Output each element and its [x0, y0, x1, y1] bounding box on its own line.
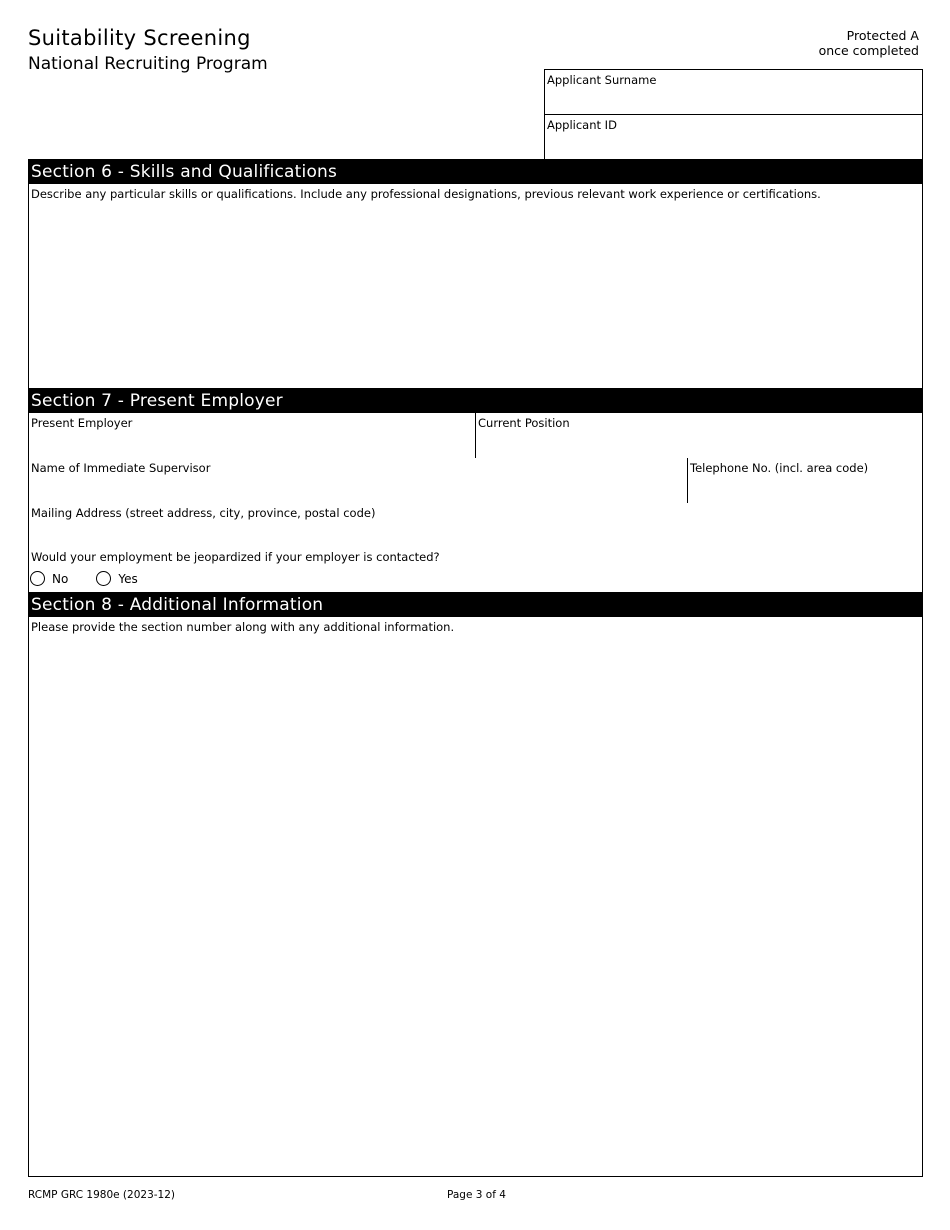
radio-yes[interactable] — [96, 571, 111, 586]
mailing-address-box — [28, 503, 923, 548]
applicant-id-input[interactable] — [547, 135, 920, 158]
additional-information-box — [28, 617, 923, 1177]
radio-no-label: No — [52, 571, 69, 586]
applicant-id-box — [544, 114, 923, 160]
applicant-surname-box — [544, 69, 923, 115]
additional-information-textarea[interactable] — [31, 637, 920, 1174]
page-number: Page 3 of 4 — [447, 1189, 506, 1201]
supervisor-box — [28, 458, 688, 504]
jeopardized-box — [28, 547, 923, 593]
protected-notice — [819, 28, 919, 58]
telephone-box — [687, 458, 923, 504]
jeopardized-options — [30, 571, 138, 586]
radio-no[interactable] — [30, 571, 45, 586]
current-position-input[interactable] — [478, 433, 920, 456]
skills-qualifications-box — [28, 184, 923, 390]
telephone-label: Telephone No. (incl. area code) — [690, 461, 869, 475]
applicant-surname-input[interactable] — [547, 90, 920, 112]
current-position-box — [475, 413, 923, 459]
applicant-surname-label: Applicant Surname — [547, 73, 657, 87]
form-subtitle: National Recruiting Program — [28, 54, 268, 74]
protected-line-1: Protected A — [846, 28, 919, 43]
jeopardized-question: Would your employment be jeopardized if your employer is contacted? — [31, 550, 440, 564]
mailing-address-input[interactable] — [31, 523, 920, 545]
protected-line-2: once completed — [818, 43, 919, 58]
skills-qualifications-description: Describe any particular skills or qualifications. Include any professional designations, previous relevant work experience or certifications. — [31, 187, 821, 201]
section-6-header: Section 6 - Skills and Qualifications — [28, 159, 923, 185]
supervisor-input[interactable] — [31, 478, 685, 501]
present-employer-box — [28, 413, 476, 459]
radio-yes-label: Yes — [118, 571, 138, 586]
current-position-label: Current Position — [478, 416, 570, 430]
form-code: RCMP GRC 1980e (2023-12) — [28, 1189, 175, 1201]
telephone-input[interactable] — [690, 478, 920, 501]
section-8-header: Section 8 - Additional Information — [28, 592, 923, 618]
present-employer-input[interactable] — [31, 433, 473, 456]
form-title: Suitability Screening — [28, 26, 251, 50]
additional-information-description: Please provide the section number along with any additional information. — [31, 620, 455, 634]
present-employer-label: Present Employer — [31, 416, 133, 430]
section-7-header: Section 7 - Present Employer — [28, 388, 923, 414]
mailing-address-label: Mailing Address (street address, city, province, postal code) — [31, 506, 376, 520]
applicant-id-label: Applicant ID — [547, 118, 617, 132]
supervisor-label: Name of Immediate Supervisor — [31, 461, 211, 475]
skills-qualifications-textarea[interactable] — [31, 204, 920, 388]
